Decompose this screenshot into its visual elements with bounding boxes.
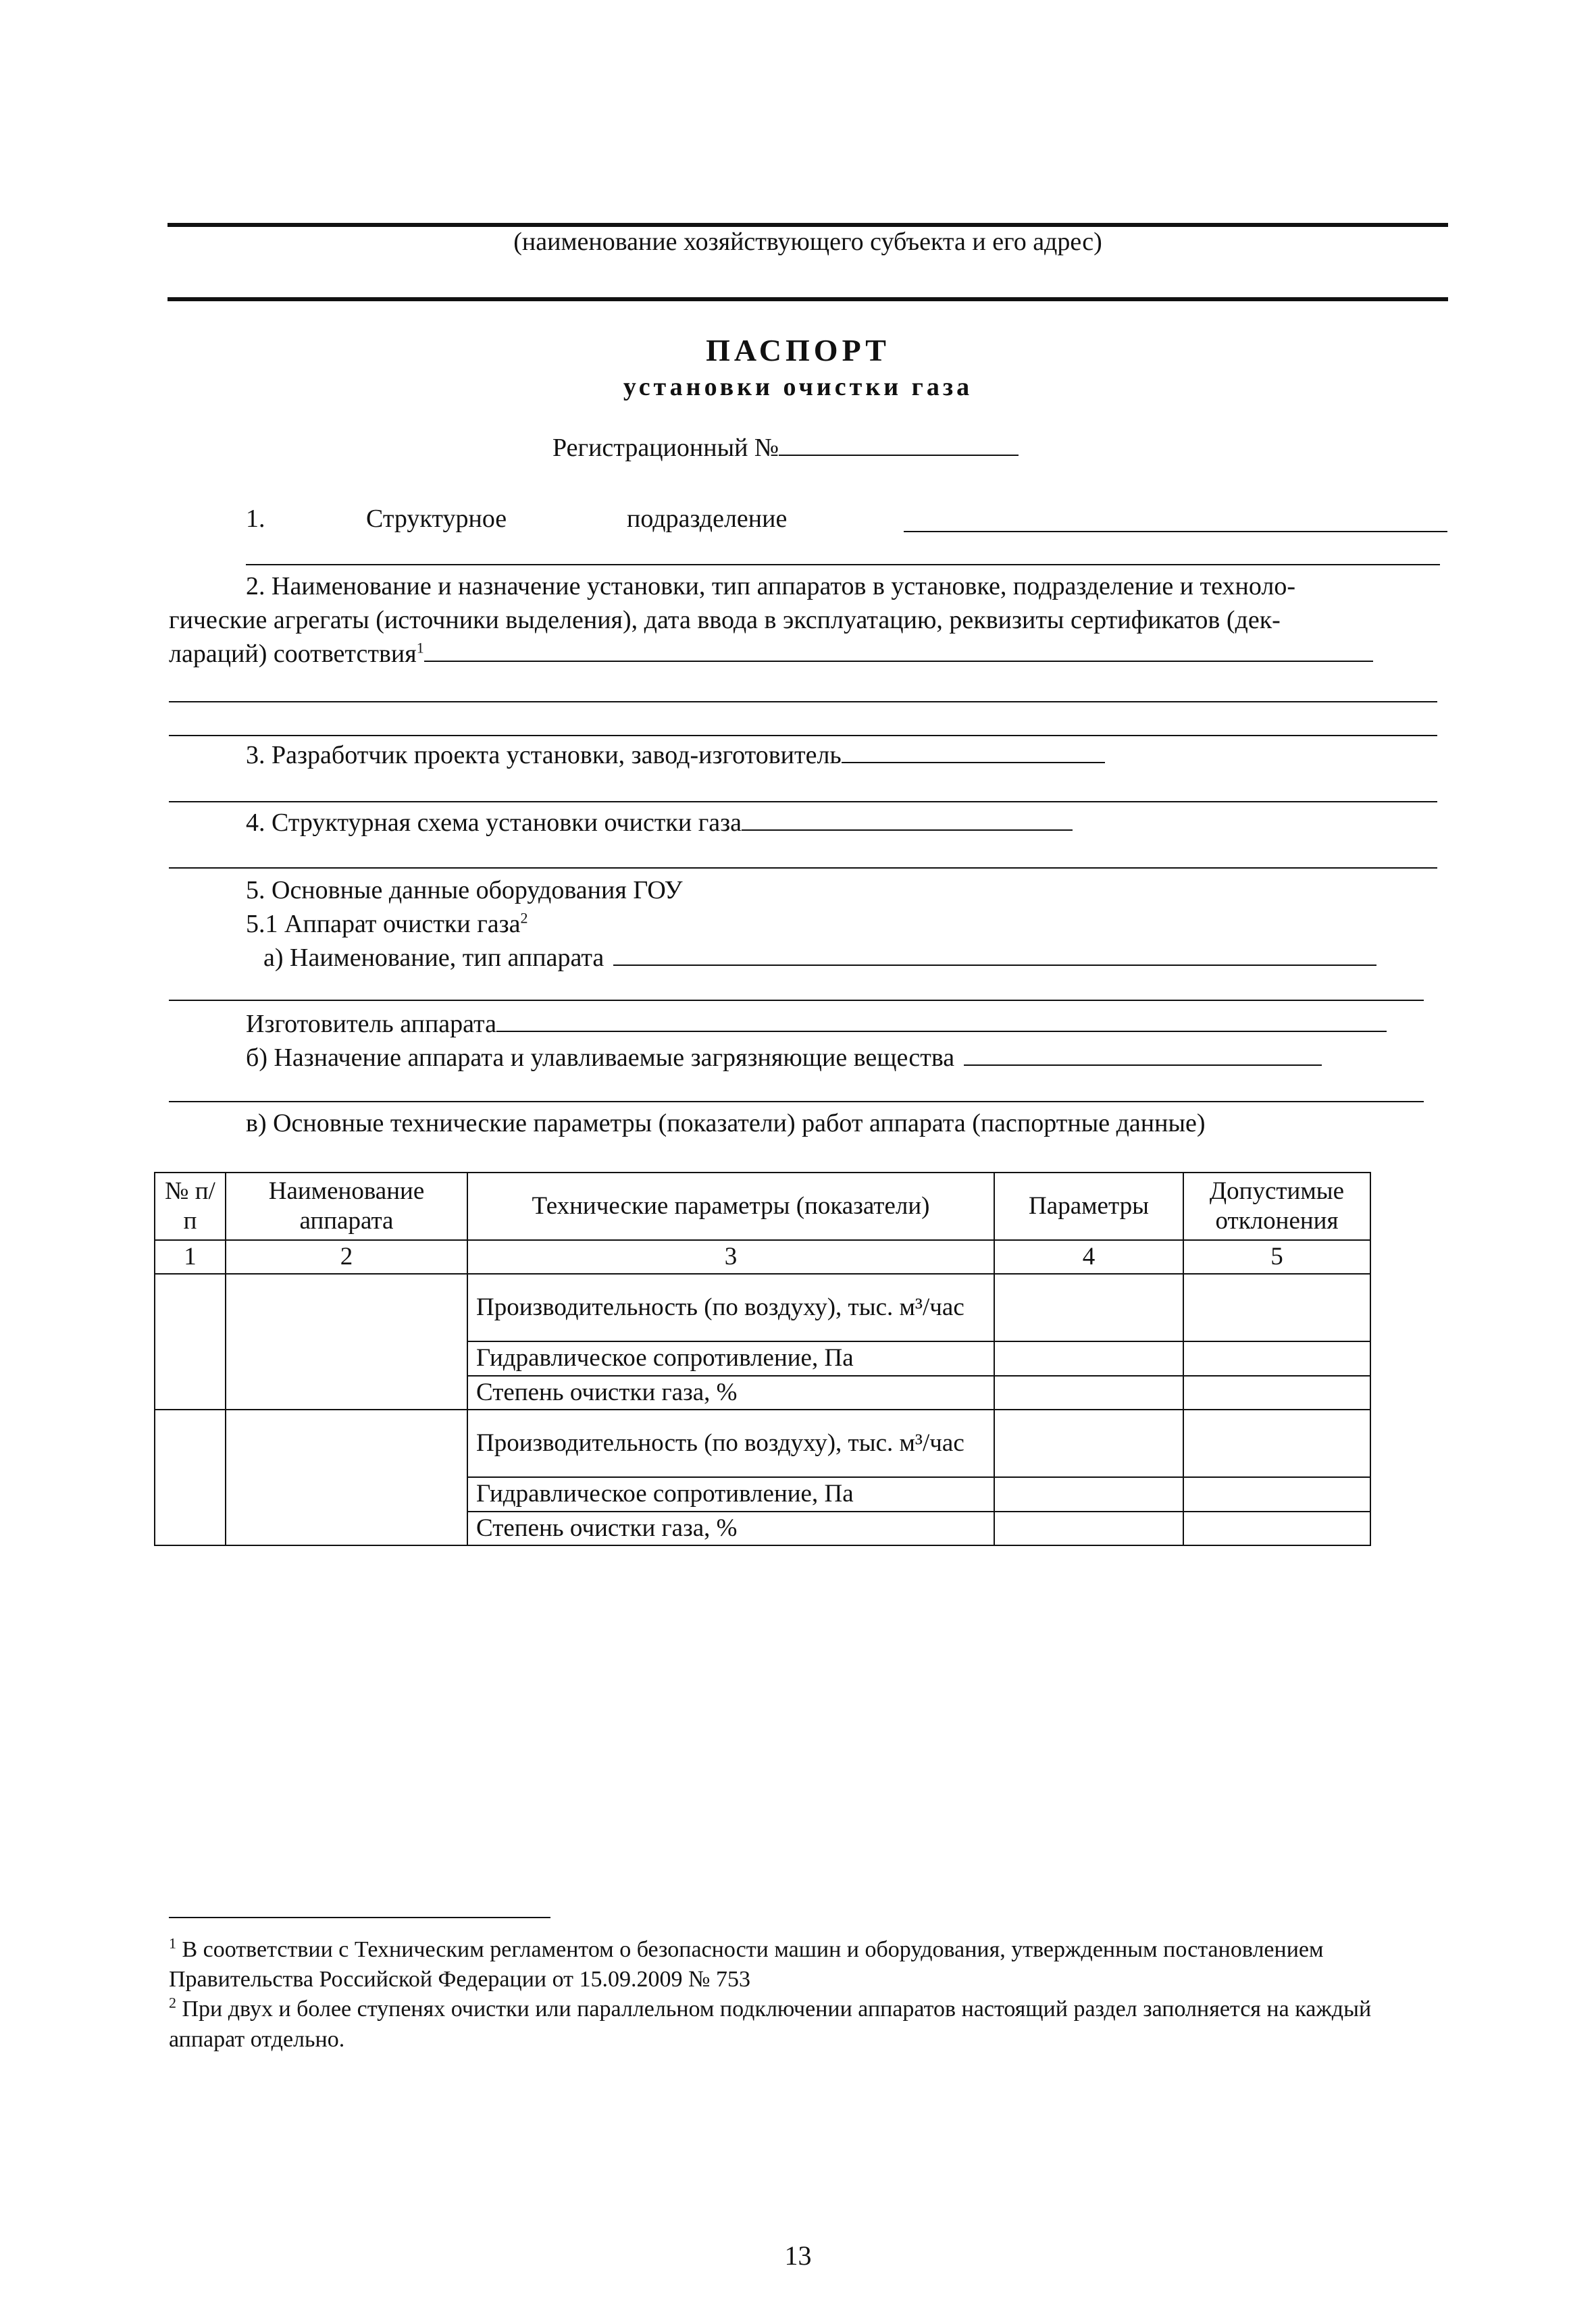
section-1-word1: Структурное xyxy=(366,505,507,533)
footnote-1 xyxy=(169,1935,1439,1995)
cell-number[interactable] xyxy=(155,1274,226,1410)
cell-tolerance[interactable] xyxy=(1183,1274,1370,1341)
cell-apparatus-name[interactable] xyxy=(226,1410,467,1545)
footnote-2-mark: 2 xyxy=(169,1995,176,2012)
footnote-ref-2: 2 xyxy=(520,909,528,927)
section-4-line xyxy=(246,807,1073,840)
parameters-table xyxy=(154,1172,1371,1546)
registration-line xyxy=(552,432,1019,465)
section-3-text: 3. Разработчик проекта установки, завод-изготовитель xyxy=(246,741,842,769)
organization-caption: (наименование хозяйствующего субъекта и его адрес) xyxy=(513,228,1102,256)
cell-tolerance[interactable] xyxy=(1183,1410,1370,1477)
section-1-field[interactable] xyxy=(904,531,1447,532)
section-2-line3 xyxy=(169,638,1373,671)
col-header-tolerances: Допустимые отклонения xyxy=(1183,1173,1370,1240)
footnote-separator xyxy=(169,1917,550,1918)
section-5a-text: а) Наименование, тип аппарата xyxy=(263,944,604,972)
page-title: ПАСПОРТ xyxy=(706,333,890,367)
cell-parameter-name: Производительность (по воздуху), тыс. м³/час xyxy=(467,1274,994,1341)
section-5-1-text: 5.1 Аппарат очистки газа xyxy=(246,910,521,938)
manufacturer-line xyxy=(246,1008,1387,1041)
section-4-blank-line[interactable] xyxy=(169,867,1437,869)
section-5-heading: 5. Основные данные оборудования ГОУ xyxy=(246,876,683,904)
manufacturer-field[interactable] xyxy=(496,1030,1387,1032)
footnote-2-text: При двух и более ступенях очистки или параллельном подключении аппаратов настоящий раздел заполняется на каждый аппарат отдельно. xyxy=(169,1997,1372,2052)
manufacturer-label: Изготовитель аппарата xyxy=(246,1010,496,1038)
section-2-line2: гические агрегаты (источники выделения), дата ввода в эксплуатацию, реквизиты сертификатов (дек- xyxy=(169,606,1281,634)
cell-parameter-value[interactable] xyxy=(994,1341,1183,1375)
section-1-underline[interactable] xyxy=(246,564,1440,565)
registration-field[interactable] xyxy=(779,454,1019,456)
cell-parameter-value[interactable] xyxy=(994,1512,1183,1545)
cell-parameter-value[interactable] xyxy=(994,1376,1183,1410)
footnotes xyxy=(169,1935,1439,2055)
table-row xyxy=(155,1274,1370,1341)
col-number-3: 3 xyxy=(467,1240,994,1274)
col-number-4: 4 xyxy=(994,1240,1183,1274)
cell-parameter-name: Степень очистки газа, % xyxy=(467,1512,994,1545)
table-column-numbers-row xyxy=(155,1240,1370,1274)
footnote-1-text: В соответствии с Техническим регламентом о безопасности машин и оборудования, утвержденным постановлением Правительства Российской Федерации от 15.09.2009 № 753 xyxy=(169,1937,1324,1992)
page-number: 13 xyxy=(784,2240,812,2271)
section-2-blank-line-2[interactable] xyxy=(169,735,1437,736)
section-3-line xyxy=(246,740,1105,772)
cell-number[interactable] xyxy=(155,1410,226,1545)
col-number-2: 2 xyxy=(226,1240,467,1274)
cell-tolerance[interactable] xyxy=(1183,1341,1370,1375)
header-bottom-rule xyxy=(168,297,1448,301)
section-3-field[interactable] xyxy=(842,761,1105,763)
cell-tolerance[interactable] xyxy=(1183,1376,1370,1410)
cell-apparatus-name[interactable] xyxy=(226,1274,467,1410)
cell-parameter-name: Гидравлическое сопротивление, Па xyxy=(467,1477,994,1511)
section-2-field[interactable] xyxy=(424,660,1373,662)
cell-parameter-value[interactable] xyxy=(994,1477,1183,1511)
cell-parameter-value[interactable] xyxy=(994,1410,1183,1477)
section-5v-text: в) Основные технические параметры (показатели) работ аппарата (паспортные данные) xyxy=(246,1109,1206,1137)
cell-parameter-value[interactable] xyxy=(994,1274,1183,1341)
page-subtitle: установки очистки газа xyxy=(623,373,973,401)
section-5a-field[interactable] xyxy=(613,964,1376,966)
col-number-5: 5 xyxy=(1183,1240,1370,1274)
section-2-line1: 2. Наименование и назначение установки, тип аппаратов в установке, подразделение и техноло- xyxy=(246,572,1295,600)
col-header-technical-parameters: Технические параметры (показатели) xyxy=(467,1173,994,1240)
section-5a-blank-line[interactable] xyxy=(169,1000,1424,1001)
col-header-parameters: Параметры xyxy=(994,1173,1183,1240)
col-header-apparatus-name: Наименование аппарата xyxy=(226,1173,467,1240)
cell-parameter-name: Производительность (по воздуху), тыс. м³/час xyxy=(467,1410,994,1477)
footnote-1-mark: 1 xyxy=(169,1934,176,1952)
cell-parameter-name: Гидравлическое сопротивление, Па xyxy=(467,1341,994,1375)
section-5b-blank-line[interactable] xyxy=(169,1101,1424,1102)
col-header-number: № п/п xyxy=(155,1173,226,1240)
section-1-word2: подразделение xyxy=(627,505,788,533)
section-2-line3-text: лараций) соответствия xyxy=(169,640,417,668)
registration-label: Регистрационный № xyxy=(552,434,779,462)
section-4-field[interactable] xyxy=(742,829,1073,831)
footnote-2 xyxy=(169,1995,1439,2054)
section-2-blank-line-1[interactable] xyxy=(169,701,1437,702)
section-5-1-heading xyxy=(246,908,528,941)
cell-parameter-name: Степень очистки газа, % xyxy=(467,1376,994,1410)
section-3-blank-line[interactable] xyxy=(169,801,1437,802)
footnote-ref-1: 1 xyxy=(416,639,424,657)
cell-tolerance[interactable] xyxy=(1183,1477,1370,1511)
section-1-number: 1. xyxy=(246,505,265,533)
section-5b-line xyxy=(246,1042,1322,1075)
section-5b-field[interactable] xyxy=(964,1064,1322,1066)
section-5a-line xyxy=(263,942,1376,975)
table-row xyxy=(155,1410,1370,1477)
table-header-row xyxy=(155,1173,1370,1240)
col-number-1: 1 xyxy=(155,1240,226,1274)
cell-tolerance[interactable] xyxy=(1183,1512,1370,1545)
section-4-text: 4. Структурная схема установки очистки газа xyxy=(246,808,742,837)
section-5b-text: б) Назначение аппарата и улавливаемые загрязняющие вещества xyxy=(246,1044,955,1072)
